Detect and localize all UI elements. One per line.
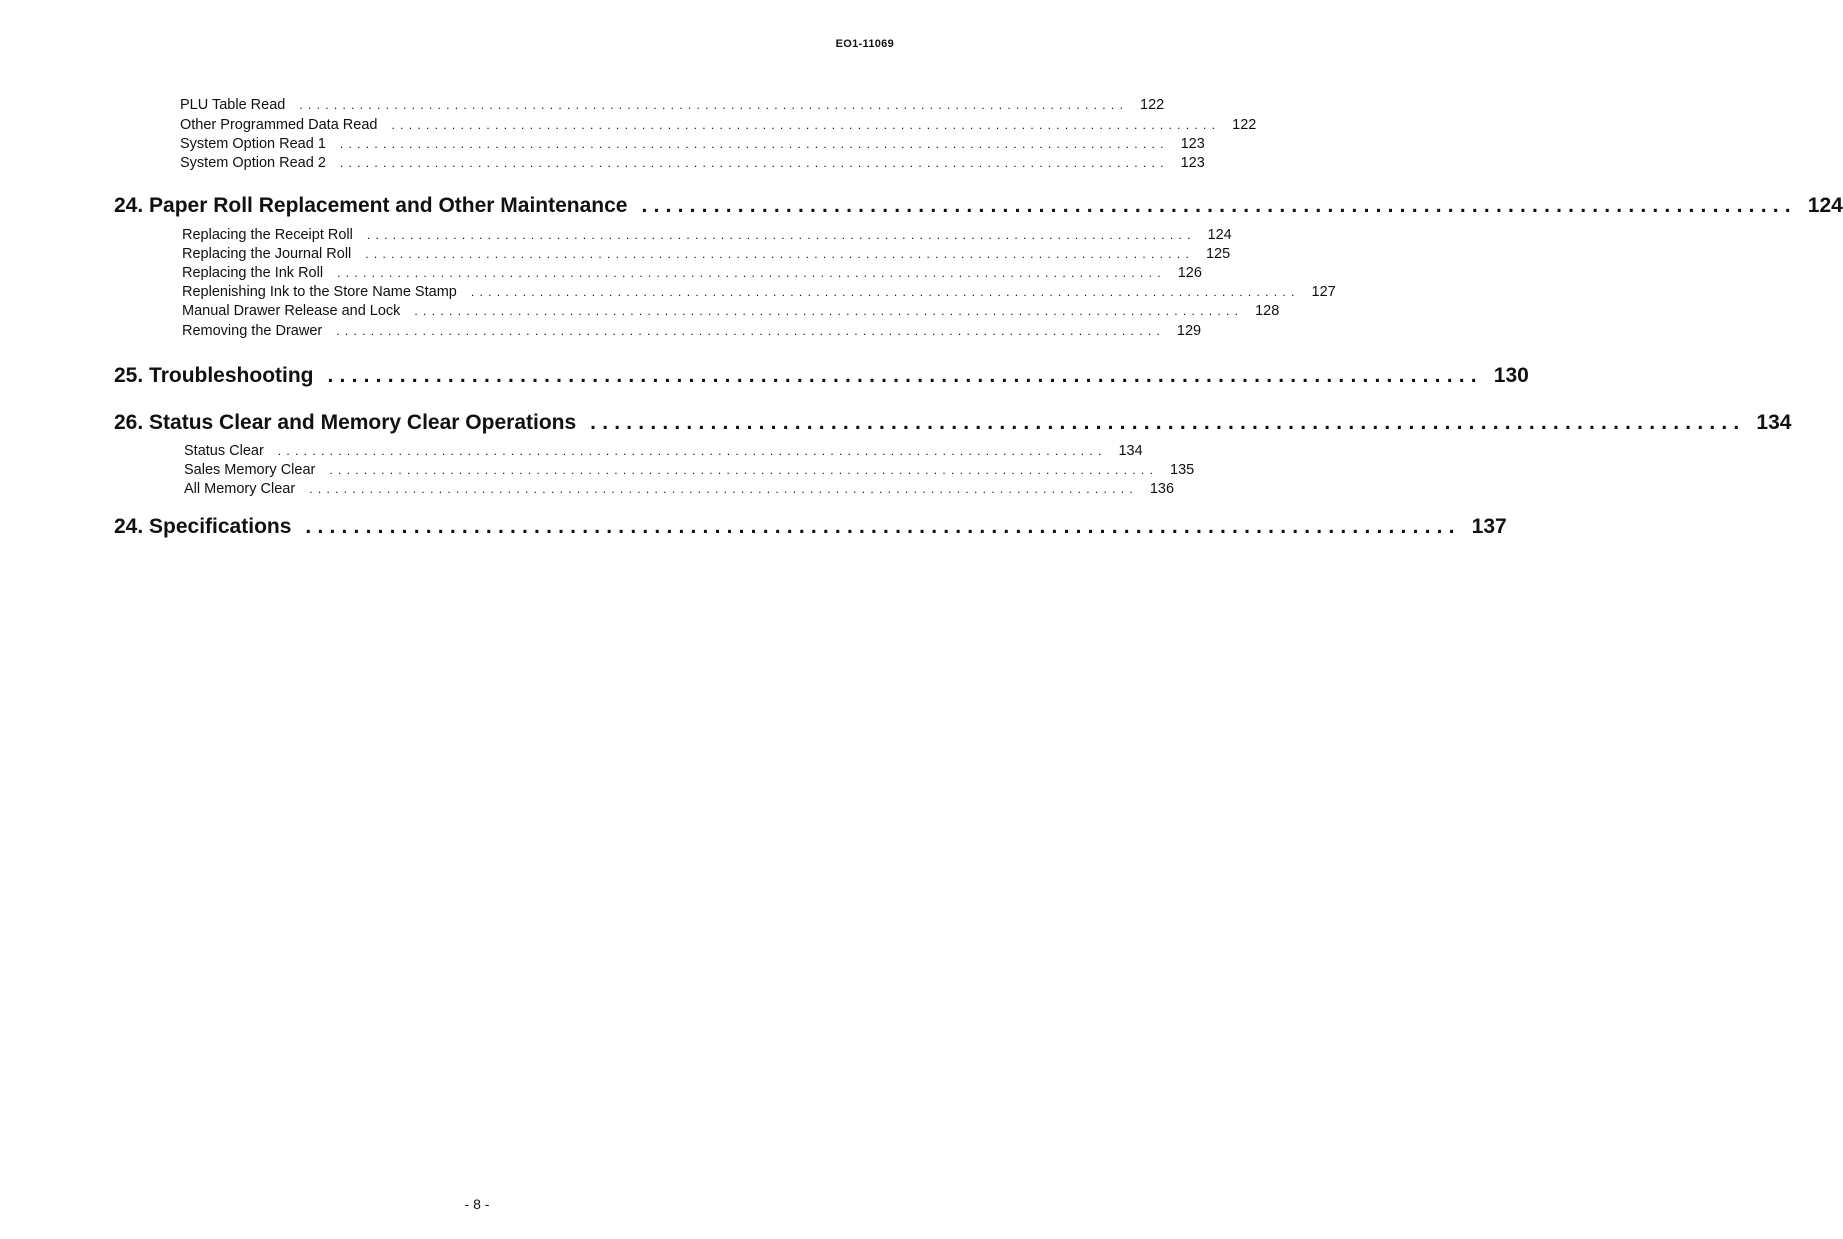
toc-entry-title: All Memory Clear <box>184 481 296 497</box>
toc-entry-title: System Option Read 2 <box>180 155 326 171</box>
toc-entry[interactable] <box>182 284 1336 300</box>
toc-entry-page: 125 <box>1205 246 1231 262</box>
toc-entry[interactable] <box>184 443 1143 459</box>
dot-leader: ................................................................................................ <box>339 156 1169 170</box>
dot-leader: ................................................................................................ <box>590 411 1746 434</box>
toc-section-page: 137 <box>1471 515 1507 538</box>
toc-entry[interactable] <box>180 97 1165 113</box>
toc-entry-page: 134 <box>1118 443 1143 459</box>
dot-leader: ................................................................................................ <box>277 444 1107 458</box>
toc-entry[interactable] <box>184 462 1195 478</box>
toc-entry[interactable] <box>182 303 1280 319</box>
dot-leader: ................................................................................................ <box>414 304 1244 318</box>
document-code: EO1-11069 <box>835 38 894 50</box>
toc-entry[interactable] <box>182 323 1202 339</box>
dot-leader: ................................................................................................ <box>309 482 1139 496</box>
dot-leader: ................................................................................................ <box>305 515 1461 538</box>
toc-entry-page: 123 <box>1180 155 1205 171</box>
toc-section-page: 124 <box>1807 194 1843 217</box>
toc-section-heading[interactable] <box>114 411 1792 435</box>
dot-leader: ................................................................................................ <box>299 98 1129 112</box>
toc-entry-title: Replacing the Ink Roll <box>182 265 324 281</box>
toc-entry-title: Removing the Drawer <box>182 323 323 339</box>
toc-entry-title: Replacing the Receipt Roll <box>182 227 353 243</box>
toc-entry[interactable] <box>180 117 1257 133</box>
toc-entry-page: 122 <box>1232 117 1257 133</box>
toc-entry[interactable] <box>182 265 1202 281</box>
toc-section-heading[interactable] <box>114 364 1529 388</box>
toc-entry-title: Sales Memory Clear <box>184 462 316 478</box>
toc-entry-page: 135 <box>1170 462 1195 478</box>
toc-entry[interactable] <box>180 155 1205 171</box>
dot-leader: ................................................................................................ <box>336 324 1166 338</box>
toc-entry-page: 126 <box>1177 265 1202 281</box>
toc-entry[interactable] <box>180 136 1205 152</box>
toc-entry-page: 136 <box>1149 481 1175 497</box>
toc-entry-title: Replacing the Journal Roll <box>182 246 352 262</box>
toc-entry-title: Replenishing Ink to the Store Name Stamp <box>182 284 457 300</box>
dot-leader: ................................................................................................ <box>470 285 1300 299</box>
toc-entry-page: 127 <box>1311 284 1336 300</box>
toc-entry[interactable] <box>182 246 1231 262</box>
dot-leader: ................................................................................................ <box>329 463 1159 477</box>
dot-leader: ................................................................................................ <box>641 194 1797 217</box>
toc-section-title: 24. Paper Roll Replacement and Other Maintenance <box>114 194 628 217</box>
toc-section-heading[interactable] <box>114 194 1843 218</box>
dot-leader: ................................................................................................ <box>366 228 1196 242</box>
dot-leader: ................................................................................................ <box>337 266 1166 280</box>
toc-entry-page: 124 <box>1207 227 1232 243</box>
toc-entry[interactable] <box>184 481 1175 497</box>
toc-section-title: 24. Specifications <box>114 515 292 538</box>
toc-entry-title: Other Programmed Data Read <box>180 117 378 133</box>
toc-section-page: 130 <box>1493 364 1529 387</box>
dot-leader: ................................................................................................ <box>391 118 1221 132</box>
toc-section-title: 26. Status Clear and Memory Clear Operations <box>114 411 577 434</box>
page-number: - 8 - <box>464 1196 490 1212</box>
toc-entry-title: System Option Read 1 <box>180 136 326 152</box>
toc-entry[interactable] <box>182 227 1232 243</box>
toc-entry-title: PLU Table Read <box>180 97 286 113</box>
toc-entry-page: 129 <box>1176 323 1202 339</box>
dot-leader: ................................................................................................ <box>365 247 1195 261</box>
toc-section-heading[interactable] <box>114 515 1507 539</box>
dot-leader: ................................................................................................ <box>327 364 1483 387</box>
toc-section-page: 134 <box>1756 411 1792 434</box>
dot-leader: ................................................................................................ <box>339 137 1169 151</box>
toc-entry-title: Manual Drawer Release and Lock <box>182 303 401 319</box>
toc-entry-page: 128 <box>1255 303 1280 319</box>
toc-entry-title: Status Clear <box>184 443 264 459</box>
toc-entry-page: 122 <box>1140 97 1165 113</box>
toc-section-title: 25. Troubleshooting <box>114 364 314 387</box>
toc-entry-page: 123 <box>1180 136 1205 152</box>
